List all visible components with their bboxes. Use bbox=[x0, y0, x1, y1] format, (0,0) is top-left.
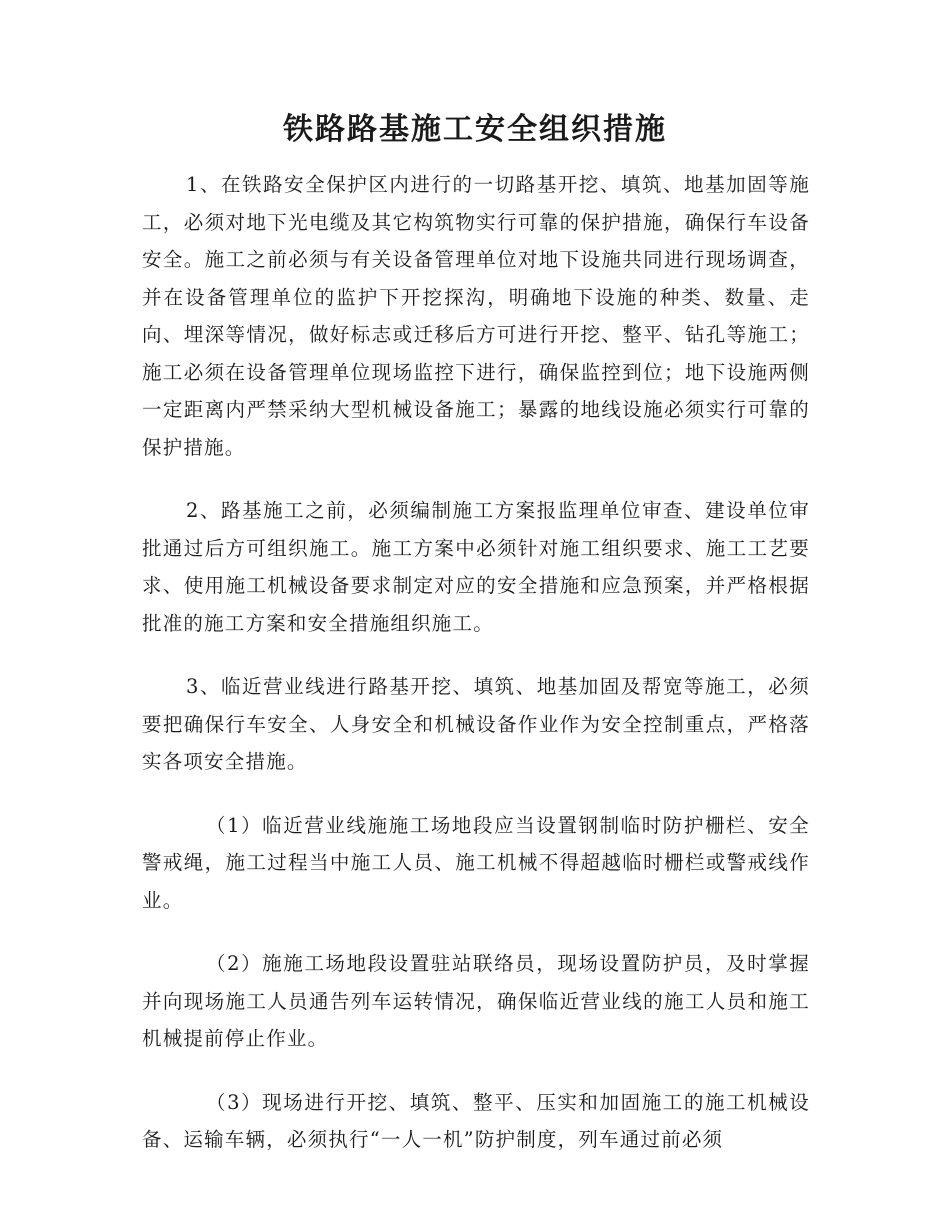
document-body bbox=[142, 166, 810, 1185]
paragraph-1: 1、在铁路安全保护区内进行的一切路基开挖、填筑、地基加固等施工，必须对地下光电缆及其它构筑物实行可靠的保护措施，确保行车设备安全。施工之前必须与有关设备管理单位对地下设施共同进行现场调查，并在设备管理单位的监护下开挖探沟，明确地下设施的种类、数量、走向、埋深等情况，做好标志或迁移后方可进行开挖、整平、钻孔等施工；施工必须在设备管理单位现场监控下进行，确保监控到位；地下设施两侧一定距离内严禁采纳大型机械设备施工；暴露的地线设施必须实行可靠的保护措施。 bbox=[142, 173, 810, 459]
paragraph-2: 2、路基施工之前，必须编制施工方案报监理单位审查、建设单位审批通过后方可组织施工。施工方案中必须针对施工组织要求、施工工艺要求、使用施工机械设备要求制定对应的安全措施和应急预案，并严格根据批准的施工方案和安全措施组织施工。 bbox=[142, 499, 810, 635]
document-title: 铁路路基施工安全组织措施 bbox=[283, 112, 667, 147]
paragraph-3: 3、临近营业线进行路基开挖、填筑、地基加固及帮宽等施工，必须要把确保行车安全、人身安全和机械设备作业作为安全控制重点，严格落实各项安全措施。 bbox=[142, 675, 810, 773]
sub-item-1: （1）临近营业线施施工场地段应当设置钢制临时防护栅栏、安全警戒绳，施工过程当中施工人员、施工机械不得超越临时栅栏或警戒线作业。 bbox=[142, 813, 810, 912]
sub-item-2: （2）施施工场地段设置驻站联络员，现场设置防护员，及时掌握并向现场施工人员通告列车运转情况，确保临近营业线的施工人员和施工机械提前停止作业。 bbox=[142, 952, 810, 1050]
sub-item-3: （3）现场进行开挖、填筑、整平、压实和加固施工的施工机械设备、运输车辆，必须执行“一人一机”防护制度，列车通过前必须 bbox=[142, 1090, 810, 1151]
